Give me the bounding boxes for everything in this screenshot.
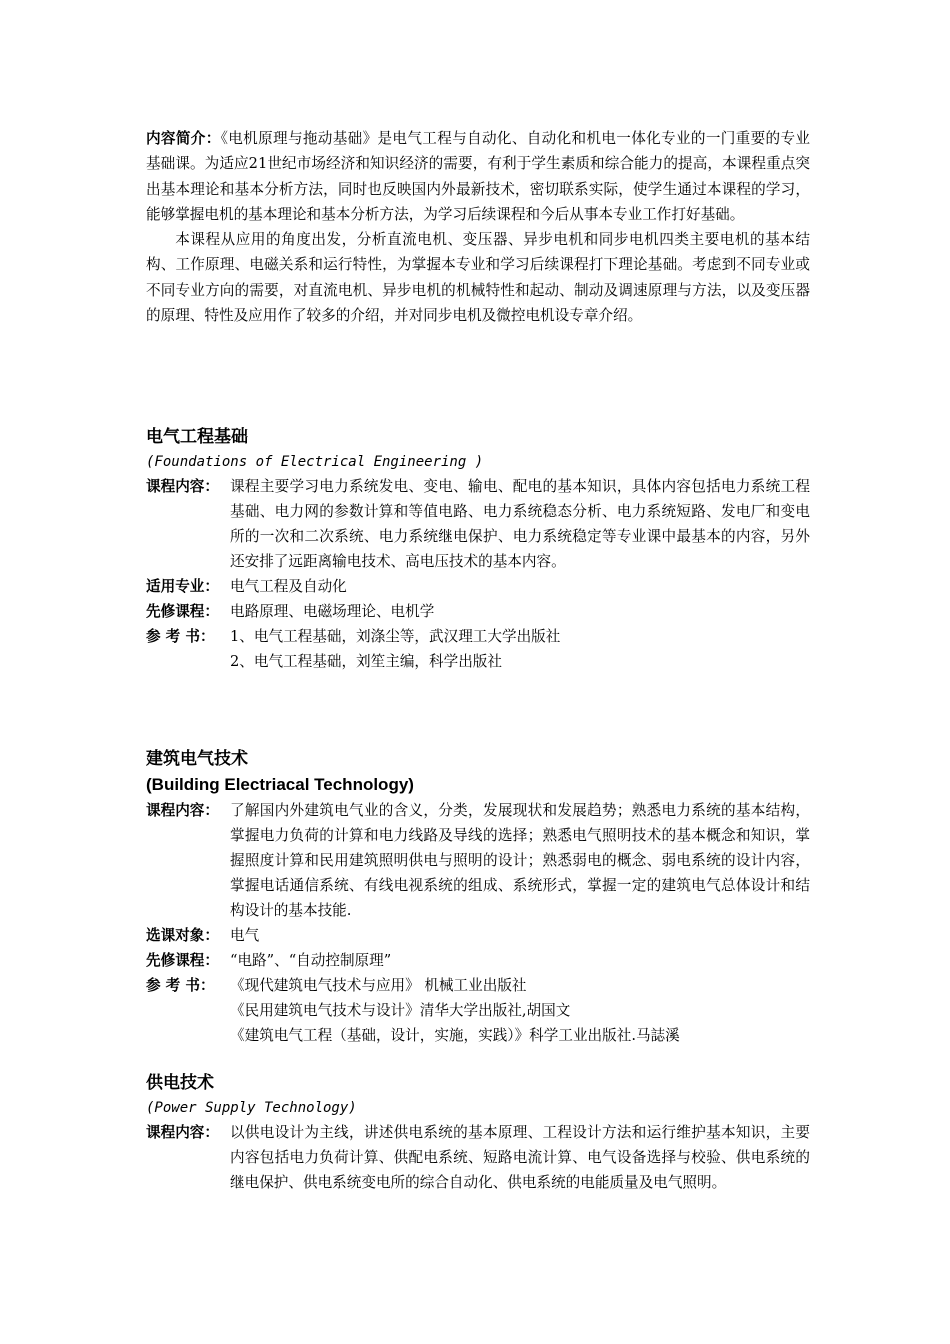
major-label: 适用专业：	[146, 578, 219, 595]
major-text: 电气工程及自动化	[230, 578, 347, 595]
prereq-label: 先修课程：	[146, 603, 219, 620]
intro-text-1: 《电机原理与拖动基础》是电气工程与自动化、自动化和机电一体化专业的一门重要的专业基础课。为适应21世纪市场经济和知识经济的需要，有利于学生素质和综合能力的提高，本课程重点突出基本理论和基本分析方法，同时也反映国内外最新技术，密切联系实际，使学生通过本课程的学习，能够掌握电机的基本理论和基本分析方法，为学习后续课程和今后从事本专业工作打好基础。	[146, 130, 810, 223]
course-title: 电气工程基础	[146, 427, 248, 447]
course-title: 建筑电气技术	[146, 749, 248, 769]
reference-list	[230, 973, 810, 1048]
reference-row	[146, 624, 810, 674]
course-content-row	[146, 798, 810, 923]
reference-list	[230, 624, 810, 674]
content-text: 以供电设计为主线，讲述供电系统的基本原理、工程设计方法和运行维护基本知识，主要内容包括电力负荷计算、供配电系统、短路电流计算、电气设备选择与校验、供电系统的继电保护、供电系统变电所的综合自动化、供电系统的电能质量及电气照明。	[230, 1124, 810, 1191]
intro-paragraph-2: 本课程从应用的角度出发，分析直流电机、变压器、异步电机和同步电机四类主要电机的基本结构、工作原理、电磁关系和运行特性，为掌握本专业和学习后续课程打下理论基础。考虑到不同专业或不同专业方向的需要，对直流电机、异步电机的机械特性和起动、制动及调速原理与方法，以及变压器的原理、特性及应用作了较多的介绍，并对同步电机及微控电机设专章介绍。	[146, 231, 810, 325]
prereq-row	[146, 599, 810, 624]
course-subtitle: (Power Supply Technology)	[146, 1100, 357, 1116]
prereq-row	[146, 948, 810, 973]
course-content-row	[146, 474, 810, 574]
course-content-row	[146, 1120, 810, 1195]
target-text: 电气	[230, 927, 260, 944]
content-text: 了解国内外建筑电气业的含义，分类，发展现状和发展趋势；熟悉电力系统的基本结构，掌握电力负荷的计算和电力线路及导线的选择；熟悉电气照明技术的基本概念和知识，掌握照度计算和民用建筑照明供电与照明的设计；熟悉弱电的概念、弱电系统的设计内容，掌握电话通信系统、有线电视系统的组成、系统形式，掌握一定的建筑电气总体设计和结构设计的基本技能.	[230, 802, 810, 919]
reference-item: 《建筑电气工程（基础，设计，实施，实践）》科学工业出版社.马誌溪	[230, 1027, 680, 1044]
reference-item: 《现代建筑电气技术与应用》 机械工业出版社	[230, 977, 527, 994]
content-label: 课程内容：	[146, 1124, 219, 1141]
course-section	[146, 746, 810, 1048]
intro-label: 内容简介：	[146, 130, 221, 147]
intro-section	[146, 126, 810, 328]
course-title: 供电技术	[146, 1073, 214, 1093]
content-text: 课程主要学习电力系统发电、变电、输电、配电的基本知识，具体内容包括电力系统工程基础、电力网的参数计算和等值电路、电力系统稳态分析、电力系统短路、发电厂和变电所的一次和二次系统、电力系统继电保护、电力系统稳定等专业课中最基本的内容，另外还安排了远距离输电技术、高电压技术的基本内容。	[230, 478, 810, 570]
content-label: 课程内容：	[146, 478, 219, 495]
course-section	[146, 424, 810, 674]
prereq-label: 先修课程：	[146, 952, 219, 969]
content-label: 课程内容：	[146, 802, 219, 819]
course-subtitle: (Building Electriacal Technology)	[146, 775, 414, 794]
course-section	[146, 1070, 810, 1195]
target-row	[146, 923, 810, 948]
prereq-text: “电路”、“自动控制原理”	[230, 952, 392, 969]
reference-label: 参 考 书：	[146, 977, 215, 994]
reference-item: 1、电气工程基础，刘涤尘等，武汉理工大学出版社	[230, 628, 561, 645]
major-row	[146, 574, 810, 599]
reference-row	[146, 973, 810, 1048]
course-subtitle: (Foundations of Electrical Engineering )	[146, 454, 484, 470]
reference-label: 参 考 书：	[146, 628, 215, 645]
reference-item: 2、电气工程基础，刘笙主编，科学出版社	[230, 653, 502, 670]
reference-item: 《民用建筑电气技术与设计》清华大学出版社,胡国文	[230, 1002, 571, 1019]
target-label: 选课对象：	[146, 927, 219, 944]
prereq-text: 电路原理、电磁场理论、电机学	[230, 603, 435, 620]
intro-paragraph-1	[146, 126, 810, 227]
